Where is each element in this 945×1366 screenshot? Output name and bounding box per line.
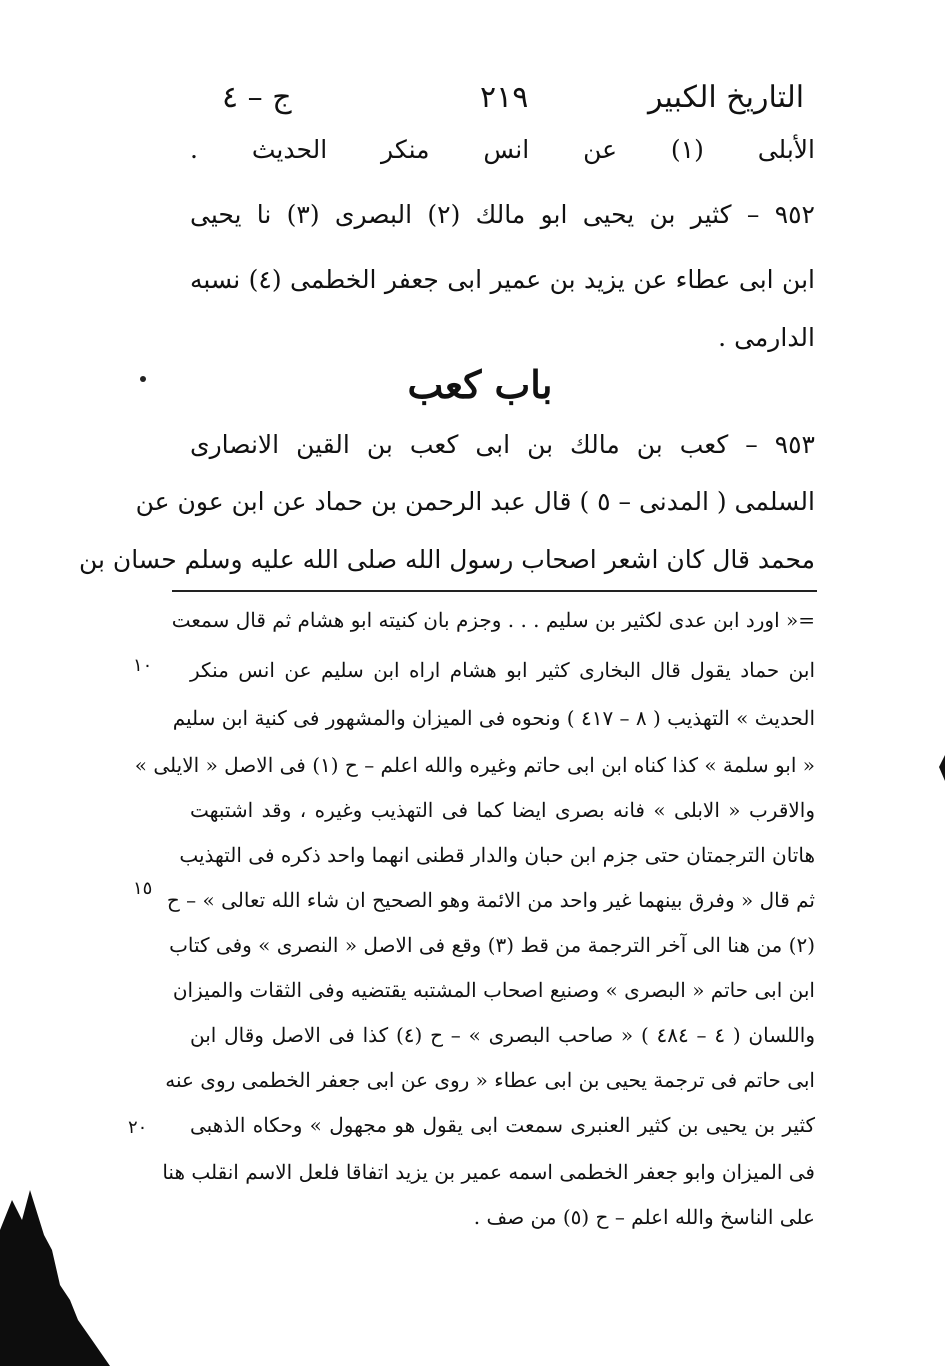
margin-line-number: ١٠ — [133, 655, 153, 676]
footnote-line: على الناسخ والله اعلم – ح (٥) من صف . — [473, 1205, 815, 1229]
footnote-line: واللسان ( ٤ – ٤٨٤ ) « صاحب البصرى » – ح (٤) كذا فى الاصل وقال ابن — [190, 1023, 815, 1047]
footnote-line: كثير بن يحيى بن كثير العنبرى سمعت ابى يقول هو مجهول » وحكاه الذهبى — [190, 1113, 815, 1137]
page-number: ٢١٩ — [480, 80, 529, 115]
text-line: محمد قال كان اشعر اصحاب رسول الله صلى الله عليه وسلم حسان بن — [78, 545, 815, 574]
footnote-line: ابن ابى حاتم « البصرى » وصنيع اصحاب المشتبه يقتضيه وفى الثقات والميزان — [172, 978, 815, 1002]
footnote-line: الحديث » التهذيب ( ٨ – ٤١٧ ) ونحوه فى الميزان والمشهور فى كنية ابن سليم — [172, 706, 815, 730]
section-heading: باب كعب — [407, 362, 553, 407]
footnote-line: والاقرب « الابلى » فانه بصرى ايضا كما فى التهذيب وغيره ، وقد اشتبهت — [190, 798, 815, 822]
text-line: ابن ابى عطاء عن يزيد بن عمير ابى جعفر الخطمى (٤) نسبه — [190, 265, 815, 294]
entry-953-line: ٩٥٣ – كعب بن مالك بن ابى كعب بن القين الانصارى — [190, 430, 815, 459]
margin-line-number: ٢٠ — [128, 1117, 148, 1138]
footnote-line: « ابو سلمة » كذا كناه ابن ابى حاتم وغيره والله اعلم – ح (١) فى الاصل « الايلى » — [134, 753, 815, 777]
footnote-line: =« اورد ابن عدى لكثير بن سليم . . . وجزم بان كنيته ابو هشام ثم قال سمعت — [171, 608, 815, 632]
text-line: الدارمى . — [718, 323, 815, 352]
entry-952-line: ٩٥٢ – كثير بن يحيى ابو مالك (٢) البصرى (٣) نا يحيى — [190, 200, 815, 229]
margin-dot — [140, 376, 146, 382]
footnote-line: هاتان الترجمتان حتى جزم ابن حبان والدار قطنى انهما واحد ذكره فى التهذيب — [179, 843, 815, 867]
footnote-line: ابى حاتم فى ترجمة يحيى بن ابى عطاء « روى عن ابى جعفر الخطمى روى عنه — [165, 1068, 815, 1092]
footnote-line: ثم قال « وفرق بينهما غير واحد من الائمة وهو الصحيح ان شاء الله تعالى » – ح — [166, 888, 815, 912]
footnote-line: فى الميزان وابو جعفر الخطمى اسمه عمير بن يزيد اتفاقا فلعل الاسم انقلب هنا — [162, 1160, 815, 1184]
volume-label: ج – ٤ — [222, 80, 292, 115]
text-line: السلمى ( المدنى – ٥ ) قال عبد الرحمن بن حماد عن ابن عون عن — [135, 487, 815, 516]
footnote-line: ابن حماد يقول قال البخارى كثير ابو هشام اراه ابن سليم عن انس منكر — [190, 658, 815, 682]
footnote-divider — [172, 590, 817, 592]
torn-edge-shadow — [0, 1190, 110, 1366]
margin-line-number: ١٥ — [133, 878, 153, 899]
footnote-line: (٢) من هنا الى آخر الترجمة من قط (٣) وقع فى الاصل « النصرى » وفى كتاب — [169, 933, 815, 957]
text-line: الأبلى (١) عن انس منكر الحديث . — [190, 135, 815, 164]
edge-mark — [937, 755, 945, 781]
running-title: التاريخ الكبير — [648, 80, 805, 115]
